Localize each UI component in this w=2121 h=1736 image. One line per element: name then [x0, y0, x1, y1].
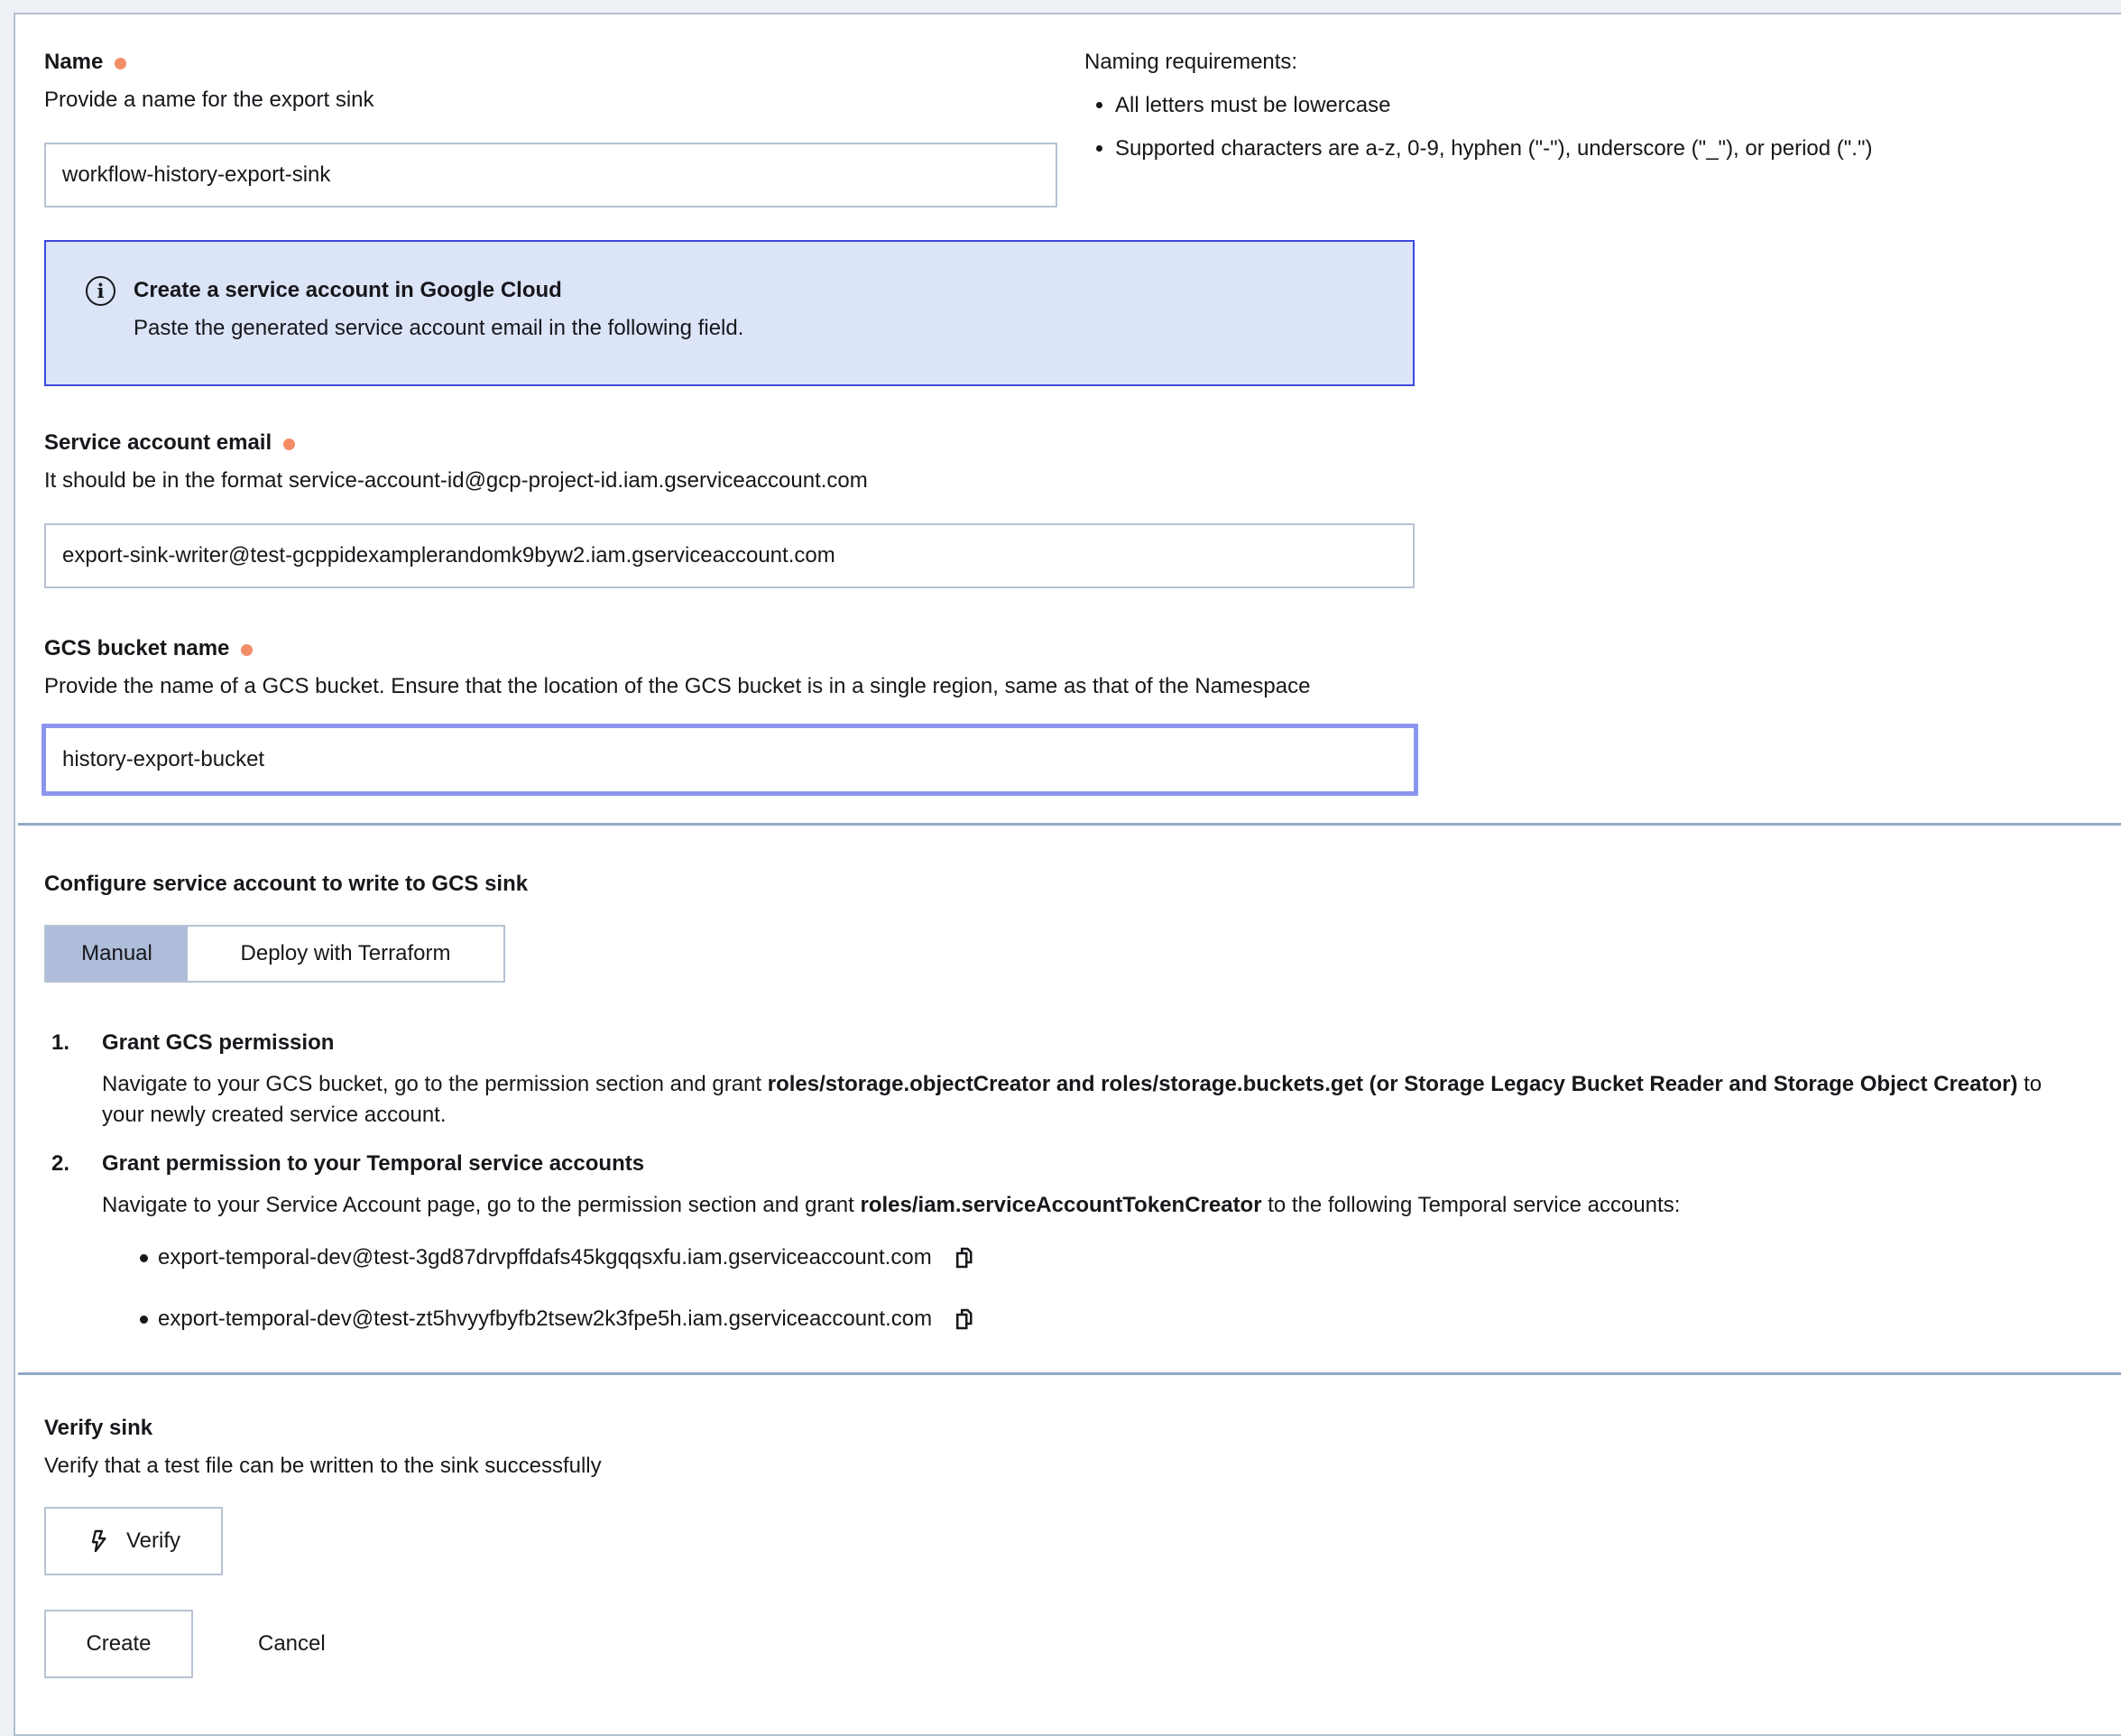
step-body-text: Navigate to your Service Account page, go to the permission section and grant	[102, 1193, 861, 1217]
temporal-service-account-email: export-temporal-dev@test-zt5hvyyfbyfb2tsew2k3fpe5h.iam.gserviceaccount.com	[158, 1307, 933, 1331]
tab-deploy-with-terraform-label: Deploy with Terraform	[240, 941, 451, 965]
step-body-text: to the following Temporal service accounts:	[1261, 1193, 1681, 1217]
step-number: 1.	[51, 1030, 70, 1055]
create-button-label: Create	[86, 1631, 152, 1656]
copy-button[interactable]	[952, 1244, 979, 1271]
cancel-button[interactable]	[253, 1628, 331, 1660]
section-divider	[18, 823, 2121, 826]
step-grant-temporal-permission	[44, 1149, 2056, 1221]
copy-button[interactable]	[952, 1306, 979, 1333]
configure-section-title: Configure service account to write to GCS sink	[44, 872, 529, 896]
name-field-description: Provide a name for the export sink	[44, 88, 374, 112]
step-title: Grant GCS permission	[102, 1030, 335, 1055]
step-body-text: to your newly created service account.	[102, 1072, 2043, 1127]
gcs-bucket-name-description: Provide the name of a GCS bucket. Ensure that the location of the GCS bucket is in a single region, same as that of the Namespace	[44, 674, 1311, 698]
name-label-text: Name	[44, 50, 104, 74]
temporal-service-accounts-list	[44, 1242, 2121, 1334]
info-icon: i	[86, 276, 115, 306]
verify-button-label: Verify	[125, 1528, 181, 1553]
naming-requirements-title: Naming requirements:	[1084, 50, 1298, 74]
step-body	[102, 1069, 2056, 1131]
section-divider	[18, 1372, 2121, 1375]
tab-manual-label: Manual	[81, 941, 152, 965]
service-account-email-input[interactable]	[44, 523, 1415, 588]
gcs-bucket-name-input[interactable]	[41, 724, 1418, 796]
required-dot-icon	[241, 644, 253, 656]
step-title: Grant permission to your Temporal service accounts	[102, 1151, 645, 1176]
manual-steps-list	[44, 1028, 2121, 1334]
required-dot-icon	[115, 58, 126, 69]
gcs-bucket-name-label-text: GCS bucket name	[44, 636, 230, 660]
verify-sink-title: Verify sink	[44, 1416, 153, 1440]
naming-requirements-list	[1084, 90, 2092, 164]
temporal-service-account-email: export-temporal-dev@test-3gd87drvpffdafs45kgqqsxfu.iam.gserviceaccount.com	[158, 1245, 932, 1270]
configure-tab-group	[44, 925, 505, 983]
step-body-text: Navigate to your GCS bucket, go to the permission section and grant	[102, 1072, 768, 1096]
list-item	[44, 1242, 2121, 1273]
info-banner-title: Create a service account in Google Cloud	[134, 278, 562, 302]
cancel-button-label: Cancel	[258, 1631, 326, 1656]
step-grant-gcs-permission	[44, 1028, 2056, 1131]
tab-manual[interactable]	[46, 927, 188, 981]
service-account-email-label-text: Service account email	[44, 430, 272, 455]
naming-requirement-item: • All letters must be lowercase	[1115, 90, 2092, 121]
step-body-bold-text: roles/storage.objectCreator and roles/storage.buckets.get (or Storage Legacy Bucket Reader and Storage Object Creator)	[767, 1072, 2018, 1096]
gcs-bucket-name-label	[44, 633, 2121, 664]
list-item	[44, 1304, 2121, 1334]
step-body	[102, 1190, 2056, 1221]
copy-icon	[952, 1244, 979, 1271]
naming-requirement-item: • Supported characters are a-z, 0-9, hyphen ("-"), underscore ("_"), or period (".")	[1115, 134, 2092, 164]
tab-deploy-with-terraform[interactable]	[188, 927, 503, 981]
sink-name-input[interactable]	[44, 143, 1057, 208]
lightning-icon	[87, 1528, 112, 1554]
step-body-bold-text: roles/iam.serviceAccountTokenCreator	[860, 1193, 1262, 1217]
name-field-label	[44, 47, 1084, 78]
service-account-email-description: It should be in the format service-account-id@gcp-project-id.iam.gserviceaccount.com	[44, 468, 868, 493]
required-dot-icon	[283, 439, 295, 450]
copy-icon	[952, 1306, 979, 1333]
export-sink-form-panel	[14, 13, 2121, 1736]
verify-button[interactable]	[44, 1507, 223, 1575]
step-number: 2.	[51, 1151, 70, 1176]
service-account-info-banner	[44, 240, 1415, 386]
service-account-email-label	[44, 428, 2121, 458]
verify-sink-description: Verify that a test file can be written to the sink successfully	[44, 1454, 602, 1478]
create-button[interactable]	[44, 1610, 193, 1678]
info-banner-body: Paste the generated service account email in the following field.	[134, 316, 744, 340]
